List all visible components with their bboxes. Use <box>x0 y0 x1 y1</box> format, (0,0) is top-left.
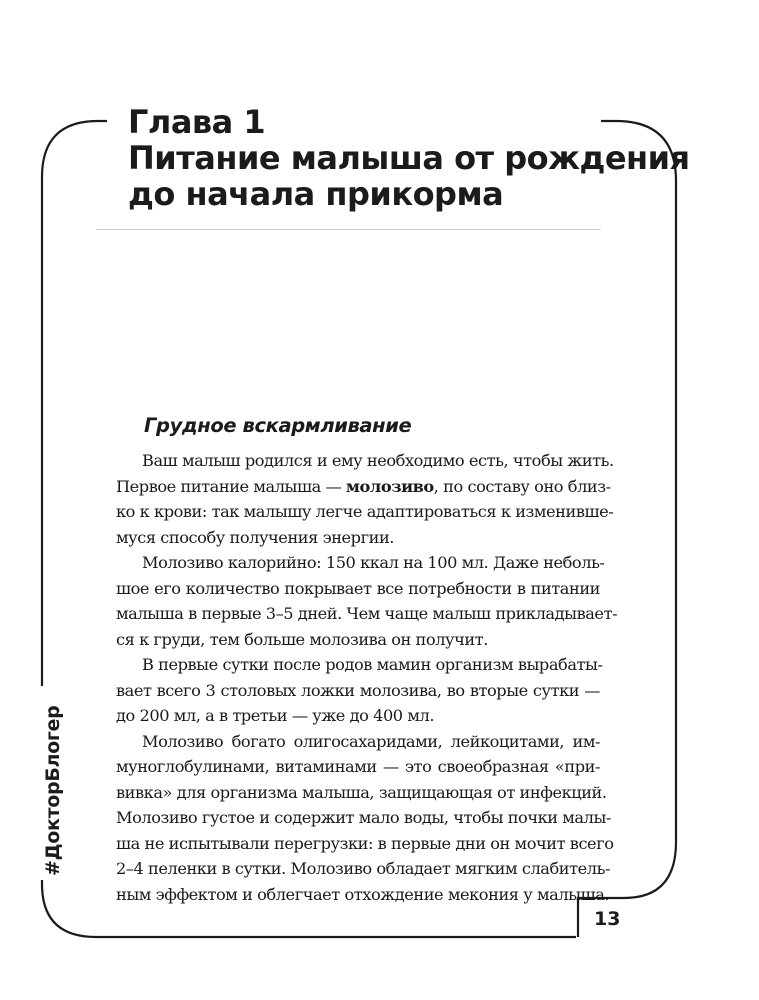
text-line: ша не испытывали перегрузки: в первые дни он мочит всего <box>116 833 614 853</box>
text-line <box>116 474 611 500</box>
text-line: В первые сутки после родов мамин организм вырабаты- <box>142 655 603 674</box>
body-text <box>116 448 618 907</box>
bold-term: молозиво <box>345 476 434 496</box>
text-line: ся к груди, тем больше молозива он получит. <box>116 629 488 649</box>
text-line: ным эффектом и облегчает отхождение мекония у малыша. <box>116 884 610 904</box>
page-number: 13 <box>594 908 621 930</box>
text-line: Молозиво густое и содержит мало воды, чтобы почки малы- <box>116 808 611 827</box>
text-line: муся способу получения энергии. <box>116 527 394 547</box>
section-title: Грудное вскармливание <box>144 414 412 437</box>
text-line: муноглобулинами, витаминами — это своеобразная «при- <box>116 757 600 776</box>
text-line: вивка» для организма малыша, защищающая от инфекций. <box>116 782 607 802</box>
text-line: до 200 мл, а в третьи — уже до 400 мл. <box>116 706 435 725</box>
text-span: , по составу оно близ- <box>433 476 611 496</box>
chapter-title-line-2: до начала прикорма <box>128 175 504 213</box>
text-line: шое его количество покрывает все потребности в питании <box>116 578 600 598</box>
heading-divider <box>96 229 601 230</box>
text-span: Первое питание малыша — <box>116 476 346 496</box>
text-line: малыша в первые 3–5 дней. Чем чаще малыш прикладывает- <box>116 604 618 623</box>
chapter-label: Глава 1 <box>128 103 266 141</box>
side-tab-label: #ДокторБлогер <box>42 705 64 876</box>
text-line: ко к крови: так малышу легче адаптироваться к изменивше- <box>116 502 614 521</box>
text-line: 2–4 пеленки в сутки. Молозиво обладает мягким слабитель- <box>116 859 610 878</box>
text-line: Молозиво калорийно: 150 ккал на 100 мл. Даже неболь- <box>142 553 605 572</box>
chapter-heading <box>128 104 690 212</box>
chapter-title-line-1: Питание малыша от рождения <box>128 139 690 177</box>
text-line: Ваш малыш родился и ему необходимо есть, чтобы жить. <box>142 451 614 470</box>
text-line: Молозиво богато олигосахаридами, лейкоцитами, им- <box>142 731 600 751</box>
text-line: вает всего 3 столовых ложки молозива, во вторые сутки — <box>116 680 600 700</box>
